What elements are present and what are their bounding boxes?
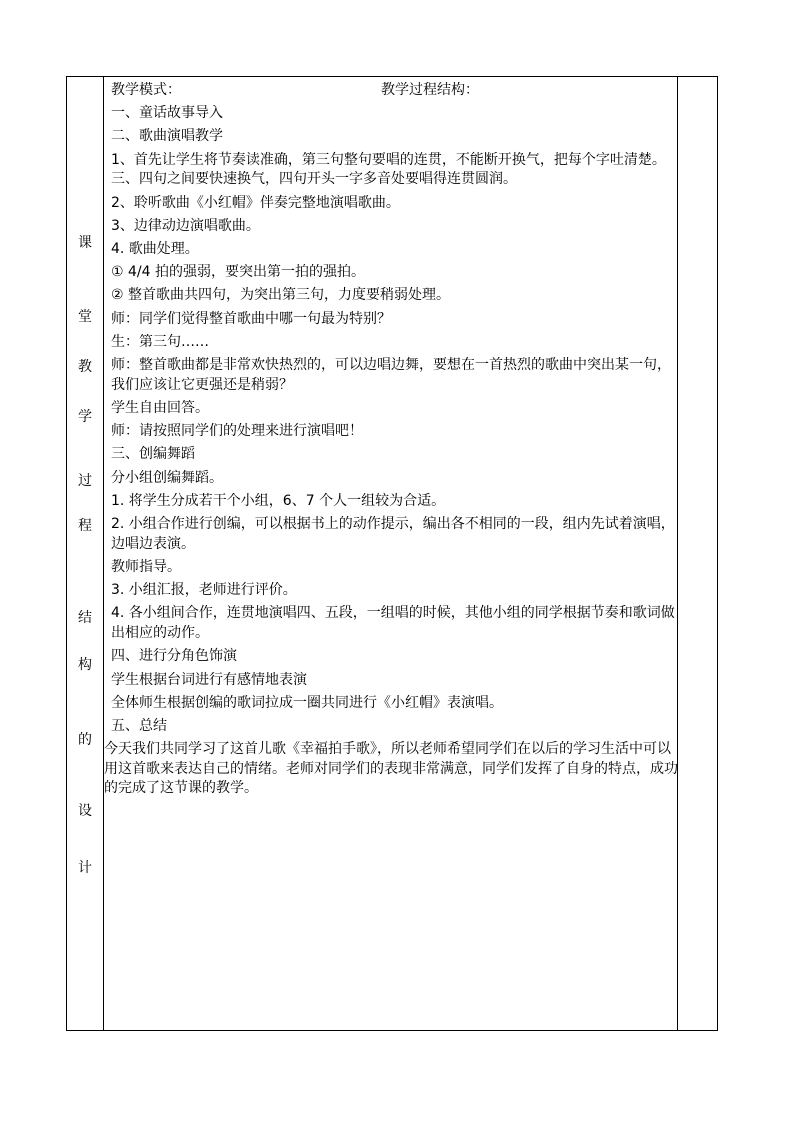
content-line: 生：第三句…… (111, 333, 209, 350)
content-line: 分小组创编舞蹈。 (111, 469, 223, 486)
side-char: 教 (78, 359, 92, 375)
side-char: 程 (78, 518, 92, 534)
content-line: 四、进行分角色饰演 (111, 648, 237, 665)
content-line: 五、总结 (111, 718, 167, 735)
content-line: 学生自由回答。 (111, 400, 209, 417)
content-line: 1. 将学生分成若干个小组，6、7 个人一组较为合适。 (111, 492, 446, 509)
content-paragraph: 4. 各小组间合作，连贯地演唱四、五段，一组唱的时候，其他小组的同学根据节奏和歌词做出相应的动作。 (111, 605, 675, 641)
content-line: 师：同学们觉得整首歌曲中哪一句最为特别？ (111, 310, 391, 327)
content-line: 一、童话故事导入 (111, 105, 223, 122)
content-line: ① 4/4 拍的强弱，要突出第一拍的强拍。 (111, 264, 365, 281)
side-char: 设 (78, 803, 92, 819)
side-char: 计 (78, 860, 92, 876)
content-line: 三、创编舞蹈 (111, 446, 195, 463)
content-paragraph: 1、首先让学生将节奏读准确，第三句整句要唱的连贯，不能断开换气，把每个字吐清楚。三、四句之间要快速换气，四句开头一字多音处要唱得连贯圆润。 (111, 151, 666, 188)
right-blank-column (677, 77, 717, 1030)
content-line: 全体师生根据创编的歌词拉成一圈共同进行《小红帽》表演唱。 (111, 694, 503, 711)
content-line: 2、聆听歌曲《小红帽》伴奏完整地演唱歌曲。 (111, 194, 400, 211)
summary-paragraph: 今天我们共同学习了这首儿歌《幸福拍手歌》，所以老师希望同学们在以后的学习生活中可以用这首歌来表达自己的情绪。老师对同学们的表现非常满意，同学们发挥了自身的特点，成功的完成了这节课的教学。 (104, 741, 678, 797)
content-line: 3. 小组汇报，老师进行评价。 (111, 582, 297, 599)
content-line: 4. 歌曲处理。 (111, 241, 199, 258)
content-line: 二、歌曲演唱教学 (111, 128, 223, 145)
teaching-structure-label: 教学过程结构： (381, 82, 479, 98)
content-line: 师：请按照同学们的处理来进行演唱吧！ (111, 423, 363, 440)
content-line: 学生根据台词进行有感情地表演 (111, 671, 307, 688)
content-line: 教师指导。 (111, 559, 181, 576)
side-char: 堂 (78, 309, 92, 325)
teaching-mode-label: 教学模式： (111, 82, 181, 98)
lesson-table (66, 76, 718, 1031)
side-char: 学 (78, 409, 92, 425)
side-char: 结 (78, 610, 92, 626)
lesson-content (104, 77, 678, 1030)
content-line: ② 整首歌曲共四句，为突出第三句，力度要稍弱处理。 (111, 287, 450, 304)
content-header (104, 79, 678, 102)
side-char: 构 (78, 657, 92, 673)
side-label-column (67, 77, 104, 1030)
side-char: 过 (78, 473, 92, 489)
side-char: 课 (78, 235, 92, 251)
content-line: 3、边律动边演唱歌曲。 (111, 217, 260, 234)
side-char: 的 (78, 732, 92, 748)
content-paragraph: 师：整首歌曲都是非常欢快热烈的，可以边唱边舞，要想在一首热烈的歌曲中突出某一句，我们应该让它更强还是稍弱？ (111, 357, 671, 393)
content-paragraph: 2. 小组合作进行创编，可以根据书上的动作提示，编出各不相同的一段，组内先试着演唱，边唱边表演。 (111, 516, 675, 552)
